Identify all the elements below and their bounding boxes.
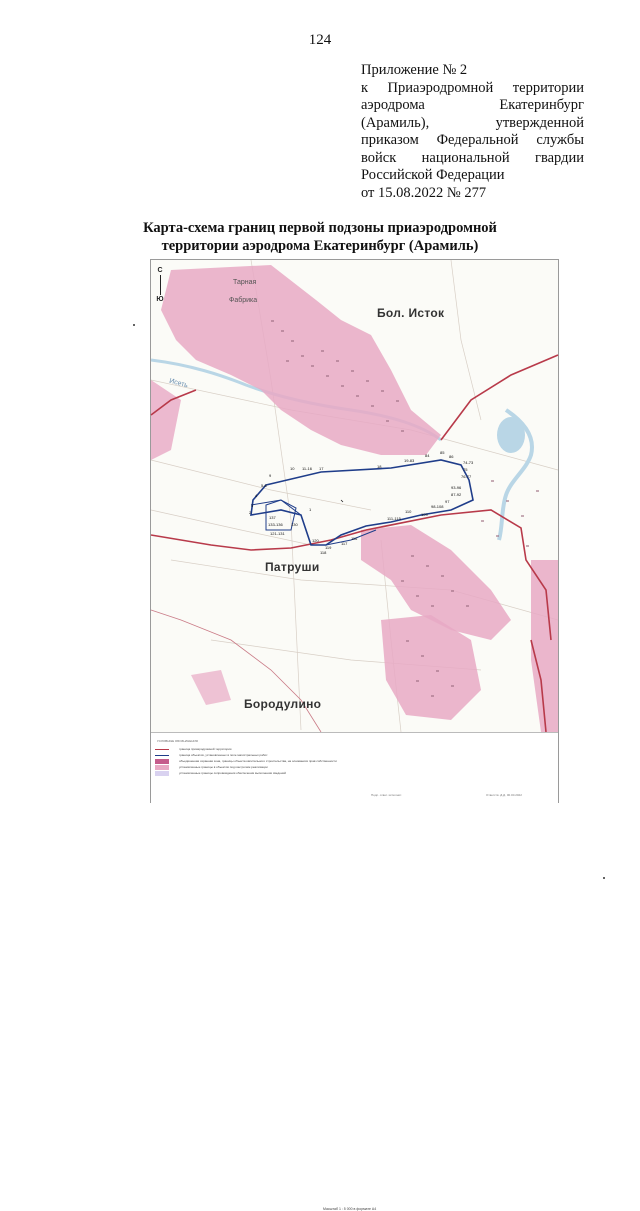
legend-swatch	[155, 749, 169, 750]
point-label: 84	[425, 453, 430, 458]
appendix-line: от 15.08.2022 № 277	[361, 184, 487, 201]
legend-header: УСЛОВНЫЕ ОБОЗНАЧЕНИЯ	[157, 739, 198, 743]
point-label: 17	[319, 466, 324, 471]
scan-speck	[133, 324, 135, 326]
point-label: 120	[312, 538, 319, 543]
lake	[497, 417, 525, 453]
point-label: 93-96	[451, 485, 462, 490]
label-fabrika: Фабрика	[229, 297, 258, 304]
point-label: 85	[440, 450, 445, 455]
point-label: 133-136	[268, 522, 283, 527]
point-label: 118	[320, 550, 327, 555]
point-label: 137	[269, 515, 276, 520]
map-title	[0, 219, 640, 255]
legend-swatch	[155, 771, 169, 776]
appendix-block	[361, 62, 584, 202]
point-label: 74-73	[463, 460, 474, 465]
legend-swatch	[155, 755, 169, 756]
point-label: 4	[255, 493, 258, 498]
label-patrushi: Патруши	[265, 560, 320, 574]
legend-swatch	[155, 759, 169, 764]
point-label: 86	[449, 454, 454, 459]
compass	[154, 266, 166, 304]
legend-text: установленные границы в объектов под контролем реализации	[179, 765, 268, 769]
page-number: 124	[308, 32, 332, 48]
appendix-line: к Приаэродромной территории	[361, 79, 584, 96]
point-label: 111-115	[387, 516, 401, 521]
map-frame	[150, 259, 559, 1211]
compass-arrow	[160, 275, 161, 295]
point-label: 3	[251, 503, 254, 508]
legend-text: установленные границы сопровождения обеспечения выполнения сведений	[179, 771, 286, 775]
legend-text: граница приаэродромной территории	[179, 747, 232, 751]
map-canvas	[151, 260, 558, 732]
compass-south: Ю	[156, 296, 164, 303]
point-label: 10	[290, 466, 295, 471]
map-legend	[151, 732, 558, 1211]
legend-swatch	[155, 765, 169, 770]
point-label: 121-131	[270, 531, 285, 536]
label-tarnaya: Тарная	[233, 279, 257, 286]
point-label: 98-108	[431, 504, 444, 509]
scale-text: Масштаб 1 : 5 000 в формате А4	[323, 1207, 377, 1211]
map-title-line: территории аэродрома Екатеринбург (Арамиль)	[161, 238, 479, 254]
label-bol-istok: Бол. Исток	[377, 306, 445, 320]
point-label: 76-77	[461, 474, 472, 479]
appendix-line: аэродрома Екатеринбург	[361, 97, 584, 113]
point-label: 1	[309, 507, 312, 512]
appendix-line: Приложение № 2	[361, 62, 468, 78]
point-label: 75	[463, 467, 468, 472]
legend-row	[155, 771, 535, 777]
legend-footer-right: Ответств. Д.Д. 00.00.2022	[486, 793, 522, 797]
point-label: 87-92	[451, 492, 462, 497]
map-title-line: Карта-схема границ первой подзоны приаэродромной	[143, 220, 497, 236]
appendix-line: (Арамиль), утвержденной	[361, 114, 584, 131]
legend-text: объединенная охранная зона, границы объекта капитального строительства, на основаниях прав собственности	[179, 759, 337, 763]
scan-speck	[603, 877, 605, 879]
point-label: 117	[341, 541, 348, 546]
point-label: 11-16	[302, 466, 312, 471]
label-river: Исеть	[168, 377, 189, 390]
point-label: 130	[291, 522, 298, 527]
compass-north: С	[157, 267, 163, 274]
legend-text: граница объектов, установленных в поле магистральных работ	[179, 753, 268, 757]
point-label: 18	[377, 464, 382, 469]
point-label: 97	[445, 499, 450, 504]
point-label: 9	[269, 473, 272, 478]
point-label: 2	[249, 510, 252, 515]
appendix-line: Российской Федерации	[361, 167, 505, 183]
point-label: 5-8	[261, 483, 267, 488]
appendix-line: приказом Федеральной службы	[361, 132, 584, 148]
legend-footer-left: Подп. ответ. исполнит.	[371, 793, 402, 797]
point-label: 19-83	[404, 458, 415, 463]
appendix-line: войск национальной гвардии	[361, 149, 584, 166]
point-label: 110	[405, 509, 412, 514]
point-label: 116	[351, 536, 358, 541]
point-label: 119	[325, 545, 332, 550]
label-borodulino: Бородулино	[244, 697, 322, 711]
point-label: 109	[421, 512, 428, 517]
